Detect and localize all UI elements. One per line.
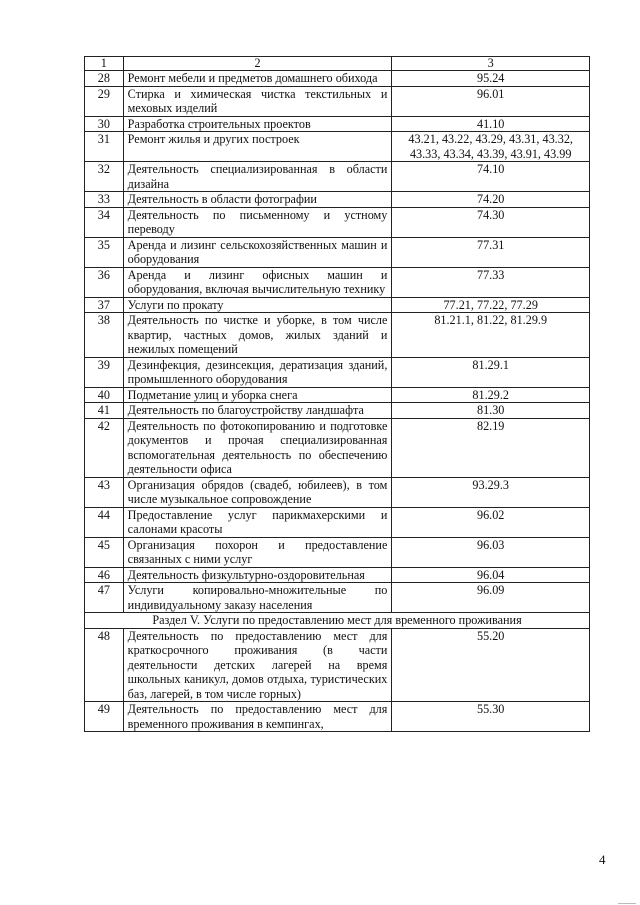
service-name: Деятельность физкультурно-оздоровительная bbox=[123, 567, 392, 583]
row-number: 44 bbox=[85, 507, 124, 537]
table-row bbox=[85, 162, 590, 192]
okved-code: 74.20 bbox=[392, 192, 590, 208]
table-row bbox=[85, 357, 590, 387]
okved-code: 82.19 bbox=[392, 418, 590, 477]
service-name: Аренда и лизинг офисных машин и оборудования, включая вычислительную технику bbox=[123, 267, 392, 297]
row-number: 30 bbox=[85, 116, 124, 132]
row-number: 33 bbox=[85, 192, 124, 208]
okved-code: 96.03 bbox=[392, 537, 590, 567]
services-table bbox=[84, 56, 590, 732]
section-title: Раздел V. Услуги по предоставлению мест для временного проживания bbox=[85, 613, 590, 629]
page-number: 4 bbox=[599, 852, 606, 867]
table-header-row bbox=[85, 57, 590, 71]
row-number: 49 bbox=[85, 702, 124, 732]
okved-code: 96.02 bbox=[392, 507, 590, 537]
okved-code: 95.24 bbox=[392, 71, 590, 87]
okved-code: 81.29.2 bbox=[392, 387, 590, 403]
scan-edge-mark bbox=[618, 903, 636, 904]
service-name: Предоставление услуг парикмахерскими и салонами красоты bbox=[123, 507, 392, 537]
row-number: 38 bbox=[85, 313, 124, 358]
service-name: Деятельность по фотокопированию и подготовке документов и прочая специализированная вспомогательная деятельность по обеспечению деятельности офиса bbox=[123, 418, 392, 477]
table-row bbox=[85, 702, 590, 732]
okved-code: 93.29.3 bbox=[392, 477, 590, 507]
okved-code: 96.04 bbox=[392, 567, 590, 583]
row-number: 43 bbox=[85, 477, 124, 507]
okved-code: 77.33 bbox=[392, 267, 590, 297]
row-number: 47 bbox=[85, 583, 124, 613]
service-name: Деятельность по письменному и устному переводу bbox=[123, 207, 392, 237]
table-row bbox=[85, 387, 590, 403]
row-number: 29 bbox=[85, 86, 124, 116]
okved-code: 74.30 bbox=[392, 207, 590, 237]
table-row bbox=[85, 267, 590, 297]
service-name: Ремонт жилья и других построек bbox=[123, 132, 392, 162]
row-number: 31 bbox=[85, 132, 124, 162]
table-row bbox=[85, 507, 590, 537]
table-row bbox=[85, 477, 590, 507]
row-number: 45 bbox=[85, 537, 124, 567]
service-name: Дезинфекция, дезинсекция, дератизация зданий, промышленного оборудования bbox=[123, 357, 392, 387]
row-number: 41 bbox=[85, 403, 124, 419]
row-number: 37 bbox=[85, 297, 124, 313]
table-row bbox=[85, 418, 590, 477]
table-row bbox=[85, 192, 590, 208]
service-name: Услуги по прокату bbox=[123, 297, 392, 313]
service-name: Организация похорон и предоставление связанных с ними услуг bbox=[123, 537, 392, 567]
row-number: 36 bbox=[85, 267, 124, 297]
row-number: 46 bbox=[85, 567, 124, 583]
service-name: Ремонт мебели и предметов домашнего обихода bbox=[123, 71, 392, 87]
service-name: Деятельность по предоставлению мест для временного проживания в кемпингах, bbox=[123, 702, 392, 732]
okved-code: 43.21, 43.22, 43.29, 43.31, 43.32, 43.33, 43.34, 43.39, 43.91, 43.99 bbox=[392, 132, 590, 162]
okved-code: 81.30 bbox=[392, 403, 590, 419]
header-col-1: 1 bbox=[85, 57, 124, 71]
service-name: Деятельность специализированная в области дизайна bbox=[123, 162, 392, 192]
table-row bbox=[85, 583, 590, 613]
service-name: Деятельность в области фотографии bbox=[123, 192, 392, 208]
header-col-2: 2 bbox=[123, 57, 392, 71]
row-number: 40 bbox=[85, 387, 124, 403]
row-number: 48 bbox=[85, 628, 124, 702]
table-row bbox=[85, 86, 590, 116]
okved-code: 96.01 bbox=[392, 86, 590, 116]
row-number: 32 bbox=[85, 162, 124, 192]
service-name: Деятельность по благоустройству ландшафта bbox=[123, 403, 392, 419]
service-name: Деятельность по чистке и уборке, в том числе квартир, частных домов, жилых зданий и нежилых помещений bbox=[123, 313, 392, 358]
table-row bbox=[85, 207, 590, 237]
okved-code: 81.21.1, 81.22, 81.29.9 bbox=[392, 313, 590, 358]
service-name: Разработка строительных проектов bbox=[123, 116, 392, 132]
header-col-3: 3 bbox=[392, 57, 590, 71]
row-number: 34 bbox=[85, 207, 124, 237]
service-name: Деятельность по предоставлению мест для краткосрочного проживания (в части деятельности детских лагерей на время школьных каникул, домов отдыха, туристических баз, лагерей, в том числе горных) bbox=[123, 628, 392, 702]
okved-code: 96.09 bbox=[392, 583, 590, 613]
row-number: 28 bbox=[85, 71, 124, 87]
section-row bbox=[85, 613, 590, 629]
row-number: 35 bbox=[85, 237, 124, 267]
service-name: Организация обрядов (свадеб, юбилеев), в том числе музыкальное сопровождение bbox=[123, 477, 392, 507]
table-row bbox=[85, 237, 590, 267]
okved-code: 77.21, 77.22, 77.29 bbox=[392, 297, 590, 313]
service-name: Подметание улиц и уборка снега bbox=[123, 387, 392, 403]
table-row bbox=[85, 537, 590, 567]
okved-code: 77.31 bbox=[392, 237, 590, 267]
service-name: Стирка и химическая чистка текстильных и меховых изделий bbox=[123, 86, 392, 116]
table-row bbox=[85, 297, 590, 313]
table-row bbox=[85, 403, 590, 419]
okved-code: 81.29.1 bbox=[392, 357, 590, 387]
table-row bbox=[85, 628, 590, 702]
table-row bbox=[85, 116, 590, 132]
table-row bbox=[85, 567, 590, 583]
okved-code: 55.20 bbox=[392, 628, 590, 702]
service-name: Услуги копировально-множительные по индивидуальному заказу населения bbox=[123, 583, 392, 613]
table-row bbox=[85, 313, 590, 358]
table-row bbox=[85, 132, 590, 162]
okved-code: 41.10 bbox=[392, 116, 590, 132]
row-number: 39 bbox=[85, 357, 124, 387]
okved-code: 74.10 bbox=[392, 162, 590, 192]
row-number: 42 bbox=[85, 418, 124, 477]
table-row bbox=[85, 71, 590, 87]
okved-code: 55.30 bbox=[392, 702, 590, 732]
service-name: Аренда и лизинг сельскохозяйственных машин и оборудования bbox=[123, 237, 392, 267]
